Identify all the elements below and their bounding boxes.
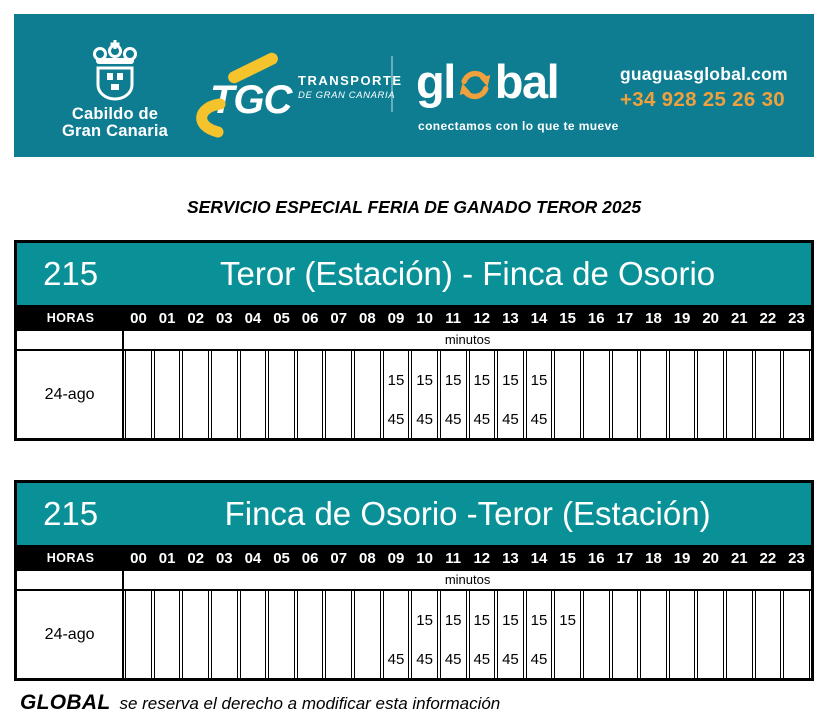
hours-label: HORAS: [46, 311, 95, 325]
date-cell: 24-ago: [17, 591, 124, 678]
hour-label: 10: [416, 309, 433, 327]
minute-cell: [240, 351, 267, 438]
minute-cell: [640, 591, 667, 678]
hour-label: 20: [702, 309, 720, 327]
minute-value-bottom: [756, 411, 781, 429]
minute-value-top: [384, 612, 409, 630]
minute-values: [124, 591, 811, 678]
minutes-label: minutos: [444, 572, 491, 587]
hour-label: 21: [730, 549, 748, 567]
hour-label: 22: [759, 309, 777, 327]
minute-cell: [755, 351, 782, 438]
minute-value-bottom: [584, 651, 609, 669]
minute-value-bottom: [698, 411, 723, 429]
minute-value-bottom: [269, 651, 294, 669]
minute-cell: [325, 591, 352, 678]
minute-value-top: [584, 612, 609, 630]
hour-label: 00: [130, 549, 147, 567]
hour-label: 18: [645, 309, 662, 327]
minute-value-top: [155, 612, 180, 630]
minute-cell: [440, 351, 467, 438]
route-number: 215: [43, 495, 99, 532]
minute-value-top: [727, 372, 752, 390]
hour-label: 08: [359, 549, 376, 567]
hour-label: 17: [616, 549, 634, 567]
minute-cell: [469, 351, 496, 438]
hours-header-row: [17, 305, 811, 331]
hour-label: 23: [788, 309, 805, 327]
minutes-label: minutos: [444, 332, 491, 347]
minute-cell: [297, 591, 324, 678]
minute-cell: [640, 351, 667, 438]
hour-label: 17: [616, 309, 634, 327]
minute-cell: [583, 591, 610, 678]
minute-value-bottom: [155, 651, 180, 669]
minute-value-bottom: [212, 411, 237, 429]
hour-label: 22: [759, 549, 777, 567]
header-banner: [14, 14, 814, 157]
hour-label: 04: [244, 309, 262, 327]
minute-cell: [125, 591, 152, 678]
minute-value-top: [670, 612, 695, 630]
hour-label: 11: [445, 549, 462, 567]
minute-cell: [211, 591, 238, 678]
minute-value-top: [269, 372, 294, 390]
minute-value-bottom: [183, 651, 208, 669]
route-header: [17, 483, 811, 545]
cabildo-logo: [48, 40, 182, 140]
minute-value-top: 15: [559, 612, 576, 629]
minute-cell: [526, 591, 553, 678]
hour-label: 00: [130, 309, 147, 327]
hour-label: 06: [301, 549, 319, 567]
minute-value-bottom: [698, 651, 723, 669]
minute-value-bottom: 45: [416, 411, 433, 428]
minute-value-bottom: [326, 651, 351, 669]
hour-label: 13: [502, 549, 519, 567]
minute-value-top: [183, 612, 208, 630]
minute-value-top: [241, 372, 266, 390]
minute-value-top: [555, 372, 580, 390]
minute-cell: [268, 351, 295, 438]
minute-value-top: 15: [473, 612, 491, 629]
hour-label: 06: [301, 309, 319, 327]
minute-value-bottom: [555, 651, 580, 669]
hour-labels: [124, 550, 811, 567]
tgc-wordmark: TGC: [210, 78, 292, 122]
cabildo-name-line1: Cabildo de: [71, 105, 159, 123]
minute-value-bottom: [613, 411, 638, 429]
minute-value-bottom: 45: [502, 411, 519, 428]
minute-value-top: 15: [530, 372, 548, 389]
minute-value-top: 15: [444, 372, 462, 389]
minute-value-bottom: [641, 411, 666, 429]
minute-cell: [697, 591, 724, 678]
minute-cell: [669, 351, 696, 438]
minute-cell: [125, 351, 152, 438]
minute-cell: [411, 591, 438, 678]
global-slogan: conectamos con lo que te mueve: [418, 119, 619, 133]
minute-value-top: 15: [473, 372, 491, 389]
hour-label: 01: [158, 309, 176, 327]
minute-value-top: [756, 372, 781, 390]
minute-value-top: 15: [530, 612, 548, 629]
hour-label: 07: [330, 549, 348, 567]
minute-value-top: [126, 612, 151, 630]
hour-label: 15: [559, 309, 576, 327]
minute-cell: [411, 351, 438, 438]
hour-label: 04: [244, 549, 262, 567]
minute-value-top: [613, 612, 638, 630]
minute-cell: [755, 591, 782, 678]
hour-label: 09: [387, 549, 405, 567]
minute-value-top: [212, 612, 237, 630]
minutes-spacer-cell: [17, 571, 124, 589]
minute-cell: [182, 591, 209, 678]
tgc-tagline-line1: TRANSPORTE: [298, 73, 403, 88]
circular-arrows-icon: [457, 67, 493, 103]
route-name: Teror (Estación) - Finca de Osorio: [220, 255, 716, 292]
minute-cell: [612, 351, 639, 438]
hour-label: 08: [359, 309, 376, 327]
minute-value-bottom: 45: [444, 651, 462, 668]
minute-value-bottom: [584, 411, 609, 429]
minute-cell: [325, 351, 352, 438]
banner-divider: [391, 56, 393, 112]
minute-value-top: [784, 612, 809, 630]
hour-label: 19: [673, 549, 691, 567]
minute-value-top: [355, 612, 380, 630]
minute-value-top: 15: [416, 372, 433, 389]
global-logo: [416, 54, 558, 109]
minute-cell: [182, 351, 209, 438]
tgc-tagline: [298, 73, 403, 101]
hours-header-row: [17, 545, 811, 571]
minute-value-top: [212, 372, 237, 390]
minute-cell: [612, 591, 639, 678]
minute-cell: [383, 591, 410, 678]
hour-label: 09: [387, 309, 405, 327]
hour-label: 16: [587, 309, 605, 327]
minute-value-bottom: [126, 411, 151, 429]
route-name: Finca de Osorio -Teror (Estación): [224, 495, 711, 532]
minute-value-top: [326, 612, 351, 630]
disclaimer: [20, 691, 500, 715]
minute-value-top: [613, 372, 638, 390]
cabildo-crest-icon: [84, 40, 146, 104]
minute-value-bottom: [241, 411, 266, 429]
hour-label: 12: [473, 549, 491, 567]
minute-value-bottom: [555, 411, 580, 429]
minute-value-bottom: 45: [444, 411, 462, 428]
minute-value-bottom: 45: [473, 411, 491, 428]
minutes-header-row: [17, 571, 811, 591]
minute-value-top: [584, 372, 609, 390]
tgc-logo: [196, 58, 306, 150]
date-cell: 24-ago: [17, 351, 124, 438]
hour-label: 18: [645, 549, 662, 567]
minute-value-top: [698, 612, 723, 630]
minute-cell: [583, 351, 610, 438]
hour-label: 05: [273, 309, 290, 327]
cabildo-name-line2: Gran Canaria: [61, 122, 169, 140]
minute-value-top: 15: [416, 612, 433, 629]
minute-value-bottom: 45: [473, 651, 491, 668]
minute-value-bottom: 45: [387, 411, 405, 428]
minute-value-bottom: [326, 411, 351, 429]
global-wordmark-end: bal: [494, 55, 559, 108]
tgc-tagline-line2: DE GRAN CANARIA: [298, 90, 396, 101]
minute-value-top: [641, 612, 666, 630]
website-text: guaguasglobal.com: [620, 64, 788, 84]
tgc-swoosh-bottom-icon: [192, 98, 230, 138]
minute-value-top: 15: [387, 372, 405, 389]
hour-label: 14: [530, 549, 548, 567]
minute-value-top: [670, 372, 695, 390]
minute-value-top: [355, 372, 380, 390]
minute-value-top: 15: [502, 372, 519, 389]
minute-value-bottom: [212, 651, 237, 669]
hour-label: 01: [158, 549, 176, 567]
hour-label: 02: [187, 549, 205, 567]
minute-cell: [297, 351, 324, 438]
schedule-row: [17, 591, 811, 678]
minute-value-top: [241, 612, 266, 630]
disclaimer-text: se reserva el derecho a modificar esta información: [119, 694, 501, 713]
hour-label: 11: [445, 309, 462, 327]
minute-value-bottom: [126, 651, 151, 669]
contact-block: [620, 64, 788, 112]
minute-cell: [440, 591, 467, 678]
hour-label: 10: [416, 549, 433, 567]
minute-value-bottom: [784, 411, 809, 429]
minutes-spacer-cell: [17, 331, 124, 349]
minute-value-bottom: 45: [387, 651, 405, 668]
minute-value-top: [126, 372, 151, 390]
minute-cell: [726, 351, 753, 438]
minute-value-top: 15: [444, 612, 462, 629]
hour-label: 02: [187, 309, 205, 327]
minute-cell: [354, 351, 381, 438]
hour-label: 03: [215, 549, 233, 567]
minute-value-bottom: [613, 651, 638, 669]
minute-cell: [154, 351, 181, 438]
hour-label: 16: [587, 549, 605, 567]
minute-cell: [240, 591, 267, 678]
minute-value-bottom: 45: [530, 651, 548, 668]
minute-value-bottom: [784, 651, 809, 669]
minute-value-top: [756, 612, 781, 630]
minute-value-bottom: [155, 411, 180, 429]
minute-cell: [268, 591, 295, 678]
hour-label: 12: [473, 309, 491, 327]
minute-cell: [211, 351, 238, 438]
hour-label: 23: [788, 549, 805, 567]
timetable-teror-to-finca: [14, 240, 814, 441]
minute-cell: [469, 591, 496, 678]
phone-text: +34 928 25 26 30: [620, 88, 785, 111]
hours-label: HORAS: [46, 551, 95, 565]
minute-cell: [497, 591, 524, 678]
hour-label: 05: [273, 549, 290, 567]
minute-value-top: [298, 612, 323, 630]
minute-value-top: [784, 372, 809, 390]
page-title: SERVICIO ESPECIAL FERIA DE GANADO TEROR 2025: [186, 197, 642, 217]
route-number: 215: [43, 255, 99, 292]
minute-value-bottom: 45: [530, 411, 548, 428]
hour-label: 20: [702, 549, 720, 567]
minute-value-top: [326, 372, 351, 390]
hour-label: 21: [730, 309, 748, 327]
minute-value-bottom: [670, 411, 695, 429]
hour-label: 07: [330, 309, 348, 327]
minute-value-bottom: [756, 651, 781, 669]
minute-value-top: [269, 612, 294, 630]
hour-label: 14: [530, 309, 548, 327]
minute-value-bottom: [641, 651, 666, 669]
minute-value-top: [183, 372, 208, 390]
hour-label: 15: [559, 549, 576, 567]
hour-label: 13: [502, 309, 519, 327]
minute-value-bottom: 45: [416, 651, 433, 668]
minute-cell: [697, 351, 724, 438]
minute-value-top: [155, 372, 180, 390]
minute-cell: [554, 351, 581, 438]
minute-cell: [783, 591, 810, 678]
minute-cell: [526, 351, 553, 438]
minute-value-top: [641, 372, 666, 390]
hour-labels: [124, 310, 811, 327]
hour-label: 03: [215, 309, 233, 327]
minute-value-bottom: [727, 651, 752, 669]
route-header: [17, 243, 811, 305]
minute-cell: [354, 591, 381, 678]
minute-value-bottom: [269, 411, 294, 429]
global-wordmark-start: gl: [416, 55, 455, 108]
minute-value-bottom: [670, 651, 695, 669]
minute-value-top: [298, 372, 323, 390]
schedule-row: [17, 351, 811, 438]
hour-label: 19: [673, 309, 691, 327]
minute-value-top: 15: [502, 612, 519, 629]
minute-cell: [497, 351, 524, 438]
minute-cell: [783, 351, 810, 438]
minute-value-bottom: [241, 651, 266, 669]
minute-value-bottom: [727, 411, 752, 429]
minute-cell: [726, 591, 753, 678]
timetable-finca-to-teror: [14, 480, 814, 681]
minute-value-bottom: [298, 411, 323, 429]
minute-value-bottom: [298, 651, 323, 669]
minute-cell: [154, 591, 181, 678]
minute-cell: [669, 591, 696, 678]
disclaimer-brand: GLOBAL: [20, 691, 111, 714]
minute-cell: [554, 591, 581, 678]
minute-value-top: [727, 612, 752, 630]
minute-cell: [383, 351, 410, 438]
minutes-header-row: [17, 331, 811, 351]
minute-values: [124, 351, 811, 438]
minute-value-bottom: [355, 651, 380, 669]
minute-value-bottom: [355, 411, 380, 429]
minute-value-bottom: 45: [502, 651, 519, 668]
minute-value-bottom: [183, 411, 208, 429]
minute-value-top: [698, 372, 723, 390]
